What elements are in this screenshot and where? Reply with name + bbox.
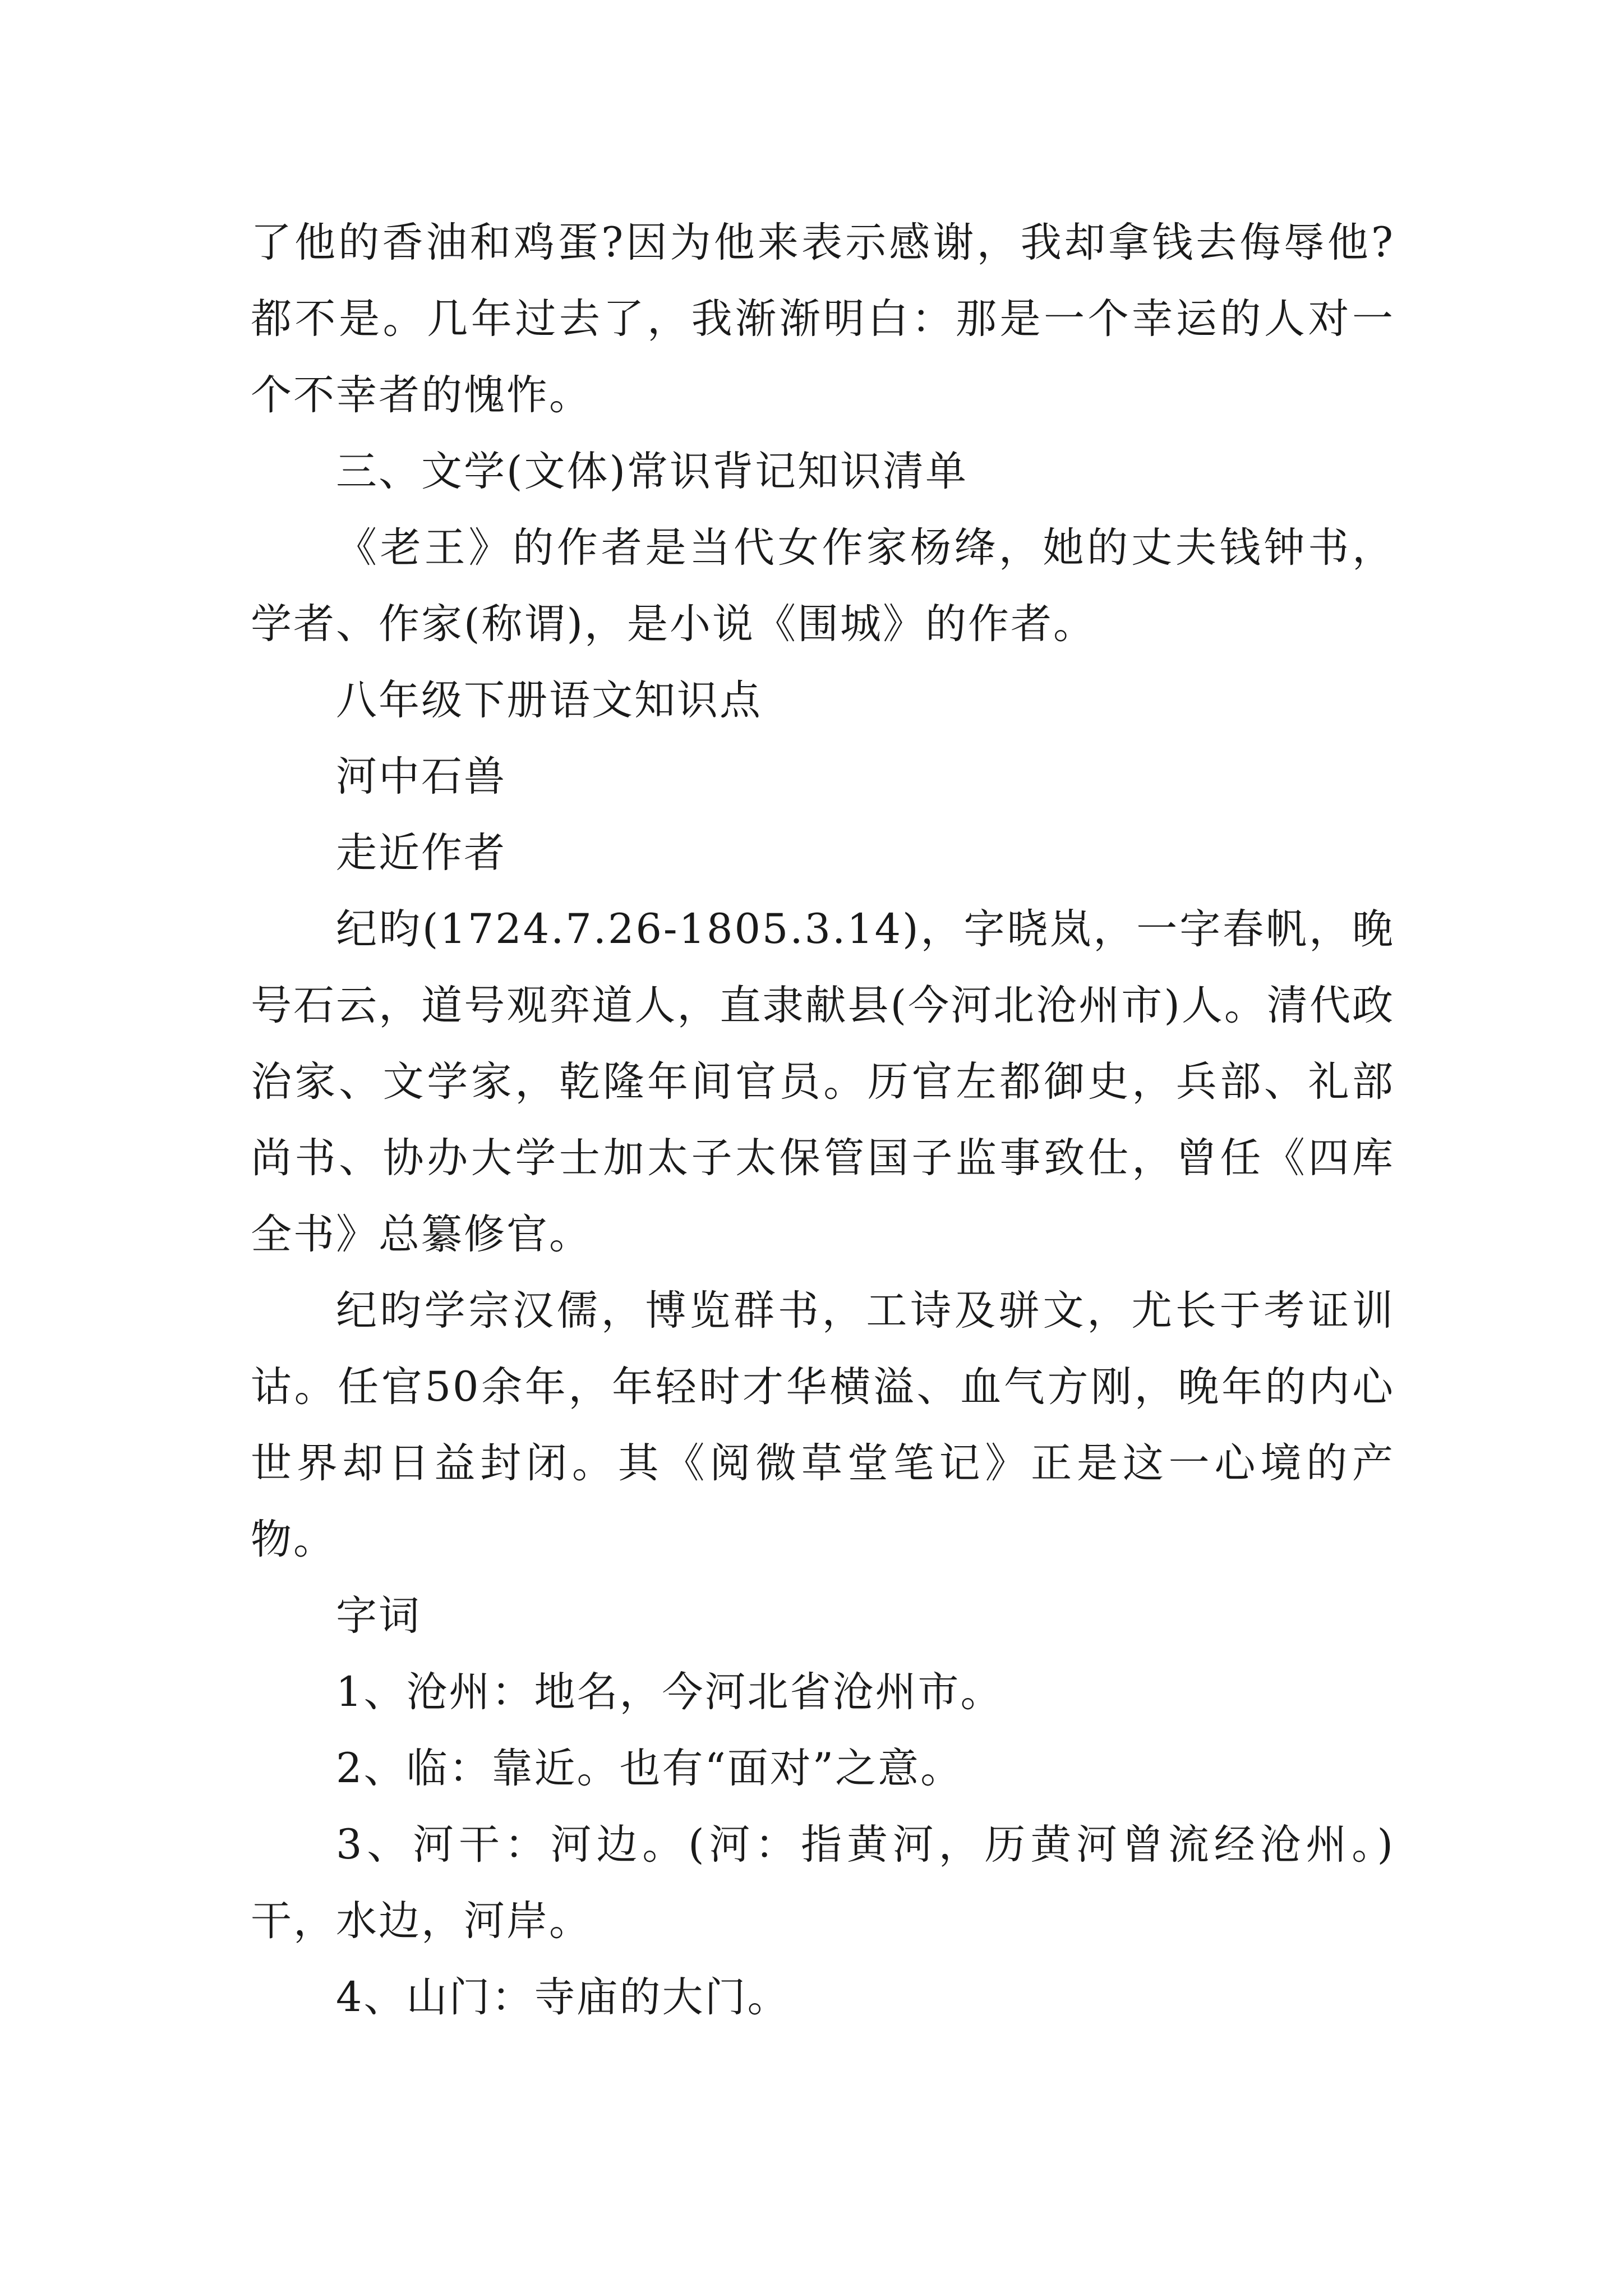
paragraph: 纪昀(1724.7.26-1805.3.14)，字晓岚，一字春帆，晚号石云，道号观弈道人，直隶献县(今河北沧州市)人。清代政治家、文学家，乾隆年间官员。历官左都御史，兵部、礼部尚书、协办大学士加太子太保管国子监事致仕，曾任《四库全书》总纂修官。: [251, 905, 1395, 1258]
section-heading: 走近作者: [336, 829, 506, 877]
section-heading: 字词: [336, 1592, 421, 1640]
section-heading: 三、文学(文体)常识背记知识清单: [336, 448, 968, 495]
list-item: 1、沧州：地名，今河北省沧州市。: [336, 1668, 1003, 1716]
document-heading: 八年级下册语文知识点: [336, 677, 762, 724]
list-item: 4、山门：寺庙的大门。: [336, 1973, 790, 2021]
list-item: 3、河干：河边。(河：指黄河，历黄河曾流经沧州。)干，水边，河岸。: [251, 1821, 1395, 1945]
paragraph: 纪昀学宗汉儒，博览群书，工诗及骈文，尤长于考证训诂。任官50余年，年轻时才华横溢、血气方刚，晚年的内心世界却日益封闭。其《阅微草堂笔记》正是这一心境的产物。: [251, 1287, 1395, 1563]
lesson-title: 河中石兽: [336, 753, 506, 800]
paragraph: 了他的香油和鸡蛋?因为他来表示感谢，我却拿钱去侮辱他?都不是。几年过去了，我渐渐明白：那是一个幸运的人对一个不幸者的愧怍。: [251, 219, 1395, 419]
paragraph: 《老王》的作者是当代女作家杨绛，她的丈夫钱钟书，学者、作家(称谓)，是小说《围城》的作者。: [251, 524, 1395, 648]
document-body: [251, 205, 1395, 2036]
list-item: 2、临：靠近。也有“面对”之意。: [336, 1745, 963, 1792]
